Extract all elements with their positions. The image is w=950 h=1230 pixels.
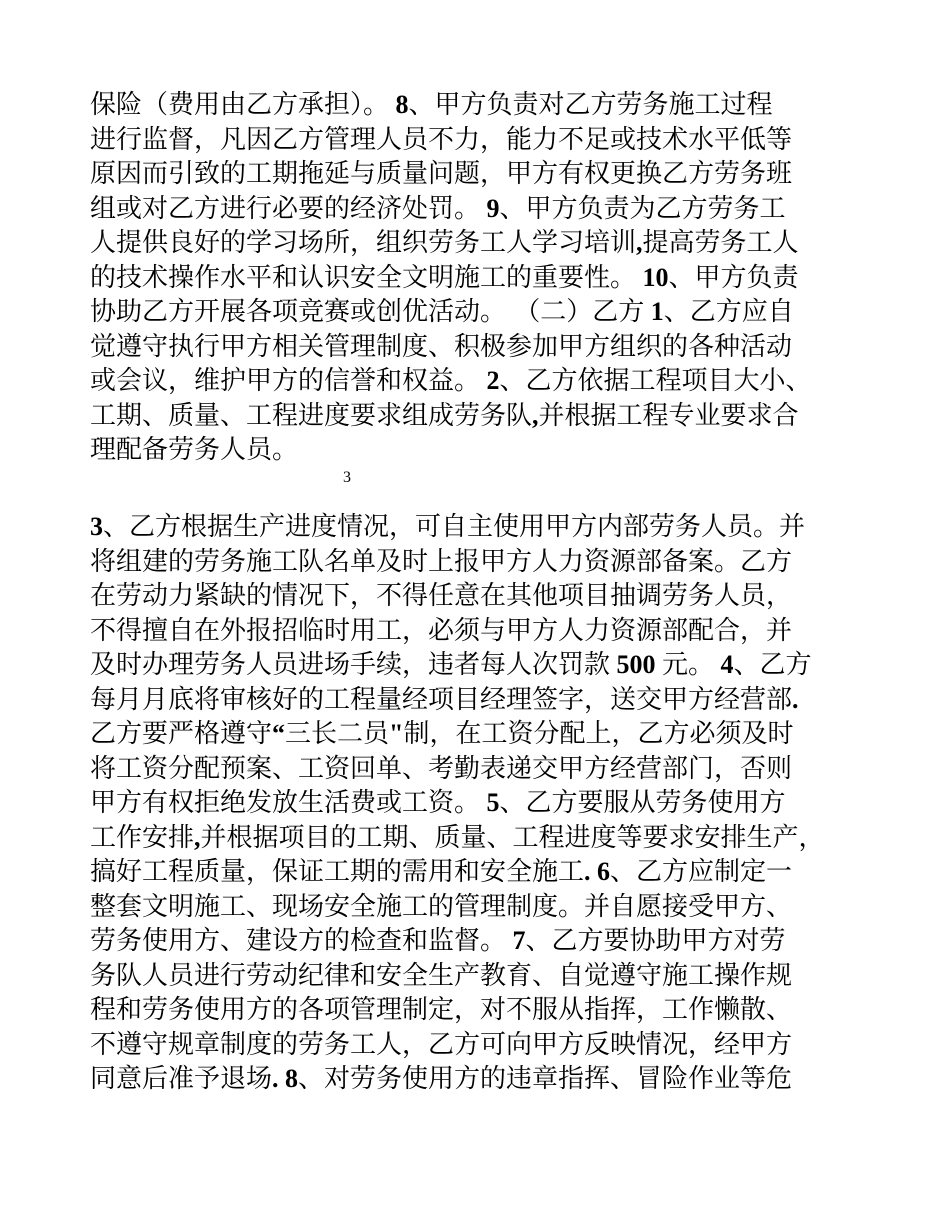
bold-text-run: 4 [714,650,734,679]
text-line [90,924,786,958]
text-run: 进行监督，凡因乙方管理人员不力，能力不足或技术水平低等 [90,124,793,155]
text-run: 程和劳务使用方的各项管理制定，对不服从指挥，工作懒散、 [90,995,793,1025]
text-line [90,364,812,398]
text-run: 或会议，维护甲方的信誉和权益。 [90,366,481,396]
text-line [90,993,792,1027]
text-line [90,579,792,613]
text-run: 、甲方负责为乙方劳务工 [499,193,786,224]
text-line [90,821,825,855]
text-run: 不得擅自在外报招临时用工，必须与甲方人力资源部配合，并 [90,615,793,646]
text-run: 、对劳务使用方的违章指挥、冒险作业等危 [298,1064,793,1094]
bold-text-run: " [389,719,404,748]
text-run: 整套文明施工、现场安全施工的管理制度。并自愿接受甲方、 [90,891,793,922]
bold-text-run: , [194,822,201,852]
text-line [90,648,812,682]
bold-text-run: 500 [610,650,663,679]
text-run: 、甲方负责对乙方劳务施工过程 [408,90,773,120]
text-line [90,1028,792,1062]
text-line [90,157,792,191]
text-line [90,433,298,467]
bold-text-run: “ [272,719,286,748]
text-run: 、乙方应自 [663,297,794,327]
text-run: 并根据工程专业要求合 [538,400,799,431]
bold-text-run: 10 [636,262,669,292]
text-run: 将组建的劳务施工队名单及时上报甲方人力资源部备案。乙方 [90,546,793,577]
text-line [90,614,792,648]
text-line [90,683,799,717]
text-run: 将工资分配预案、工资回单、考勤表递交甲方经营部门，否则 [90,753,793,784]
text-run: 搞好工程质量，保证工期的需用和安全施工 [90,857,585,887]
bold-text-run: . 6 [584,857,611,886]
bold-text-run: 8 [389,90,409,119]
text-line [90,890,792,924]
text-line [90,295,794,329]
text-run: 工作安排 [90,822,195,853]
text-run: 、乙方应制定一 [610,857,793,887]
text-line [90,88,773,122]
text-line [90,192,786,226]
text-run: 、乙方依据工程项目大小、 [499,366,812,396]
bold-text-run: 7 [506,926,526,955]
text-line [90,752,792,786]
text-run: 保险（费用由乙方承担）。 [90,90,390,120]
text-line [90,717,793,751]
text-run: 务队人员进行劳动纪律和安全生产教育、自觉遵守施工操作规 [90,960,793,991]
text-run: 、乙方 [733,650,812,680]
text-line [90,330,792,364]
text-run: 及时办理劳务人员进场手续，违者每人次罚款 [90,650,611,680]
text-line [90,123,792,157]
bold-text-run: . [792,684,799,714]
text-run: 协助乙方开展各项竞赛或创优活动。 （二）乙方 [90,297,645,327]
bold-text-run: 2 [480,366,500,395]
text-run: 并根据项目的工期、质量、工程进度等要求安排生产， [200,822,825,853]
text-line [90,261,799,295]
text-run: 元。 [662,650,715,680]
text-line [90,959,792,993]
text-run: 工期、质量、工程进度要求组成劳务队 [90,400,533,431]
text-line [90,855,792,889]
text-line [90,786,786,820]
text-run: 组或对乙方进行必要的经济处罚。 [90,193,481,224]
text-run: 提高劳务工人 [642,228,799,258]
text-run: 乙方要严格遵守 [90,719,273,749]
text-run: 人提供良好的学习场所，组织劳务工人学习培训 [90,228,637,258]
text-run: 觉遵守执行甲方相关管理制度、积极参加甲方组织的各种活动 [90,331,793,362]
bold-text-run: 5 [480,788,500,817]
page-number: 3 [343,469,351,486]
text-run: 每月月底将审核好的工程量经项目经理签字，送交甲方经营部 [90,684,793,715]
text-run: 甲方有权拒绝发放生活费或工资。 [90,788,481,818]
text-run: 同意后准予退场 [90,1064,273,1094]
text-run: 原因而引致的工期拖延与质量问题，甲方有权更换乙方劳务班 [90,159,793,189]
text-run: 三长二员 [285,719,390,749]
bold-text-run: , [532,400,539,430]
text-run: 、乙方要协助甲方对劳 [525,926,786,956]
text-line [90,545,792,579]
bold-text-run: , [636,228,643,257]
text-run: 在劳动力紧缺的情况下，不得任意在其他项目抽调劳务人员， [90,581,793,611]
bold-text-run: 9 [480,193,500,223]
text-line [90,399,799,433]
text-run: 制，在工资分配上，乙方必须及时 [403,719,794,749]
text-run: 、甲方负责 [668,262,799,293]
bold-text-run: 1 [644,297,664,326]
text-run: 、乙方根据生产进度情况，可自主使用甲方内部劳务人员。并 [103,512,806,542]
text-run: 、乙方要服从劳务使用方 [499,788,786,818]
text-run: 不遵守规章制度的劳务工人，乙方可向甲方反映情况，经甲方 [90,1029,793,1060]
text-line [90,226,799,260]
text-run: 理配备劳务人员。 [90,435,299,465]
bold-text-run: . 8 [272,1064,299,1093]
text-run: 劳务使用方、建设方的检查和监督。 [90,926,507,956]
text-line [90,510,805,544]
text-run: 的技术操作水平和认识安全文明施工的重要性。 [90,262,637,293]
text-line [90,1062,792,1096]
bold-text-run: 3 [90,512,103,541]
